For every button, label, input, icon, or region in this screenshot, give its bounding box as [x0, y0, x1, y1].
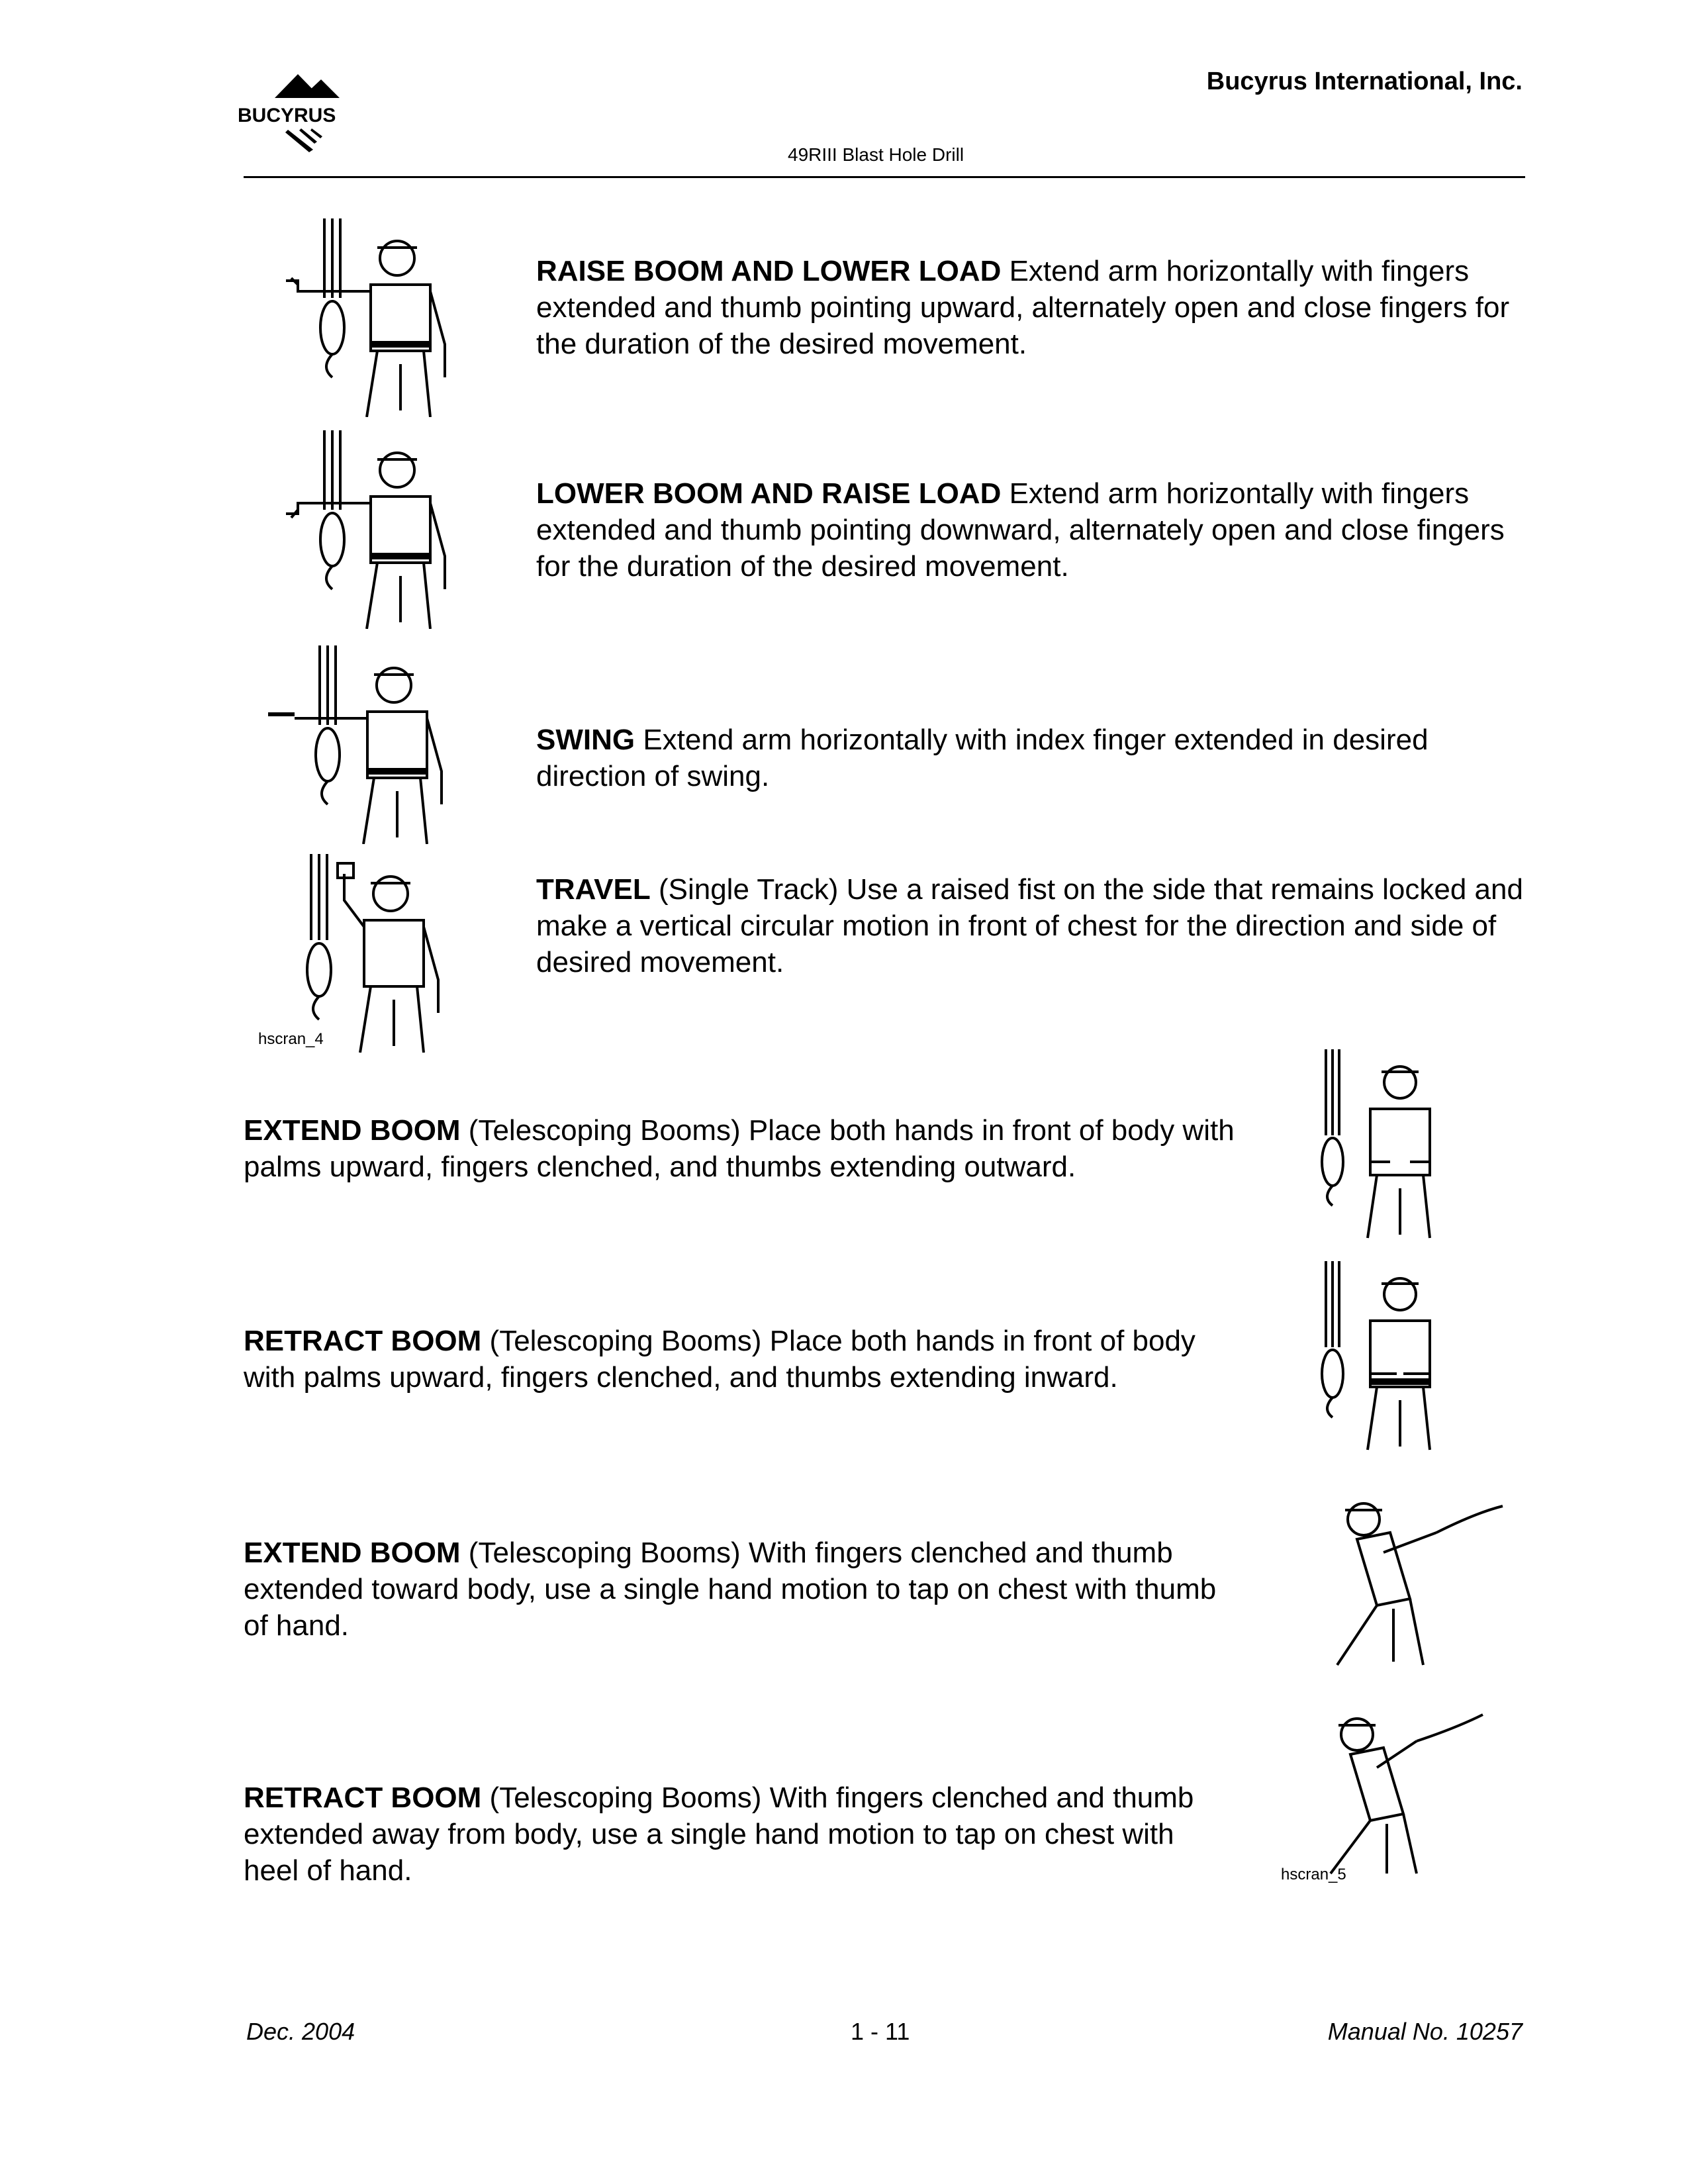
signal-description: (Single Track) Use a raised fist on the side that remains locked and make a vertical circular motion in front of chest for the direction and side of desired movement. — [536, 873, 1523, 978]
document-subtitle: 49RIII Blast Hole Drill — [788, 144, 964, 165]
header-rule — [244, 176, 1525, 178]
retract-boom-hands-illustration — [1307, 1261, 1453, 1453]
signal-description: (Telescoping Booms) With fingers clenched and thumb extended away from body, use a single hand motion to tap on chest with heel of hand. — [244, 1781, 1194, 1887]
retract-boom-thumb-illustration — [1324, 1708, 1503, 1880]
signal-description: Extend arm horizontally with index finger extended in desired direction of swing. — [536, 724, 1429, 792]
swing-illustration — [261, 645, 473, 844]
signal-description: Extend arm horizontally with fingers extended and thumb pointing upward, alternately open and close fingers for the duration of the desired movement. — [536, 255, 1510, 360]
signal-title: TRAVEL — [536, 873, 651, 906]
signal-title: LOWER BOOM AND RAISE LOAD — [536, 477, 1002, 510]
logo-text: BUCYRUS — [238, 105, 336, 126]
signal-title: EXTEND BOOM — [244, 1114, 461, 1147]
extend-boom-hands-illustration — [1307, 1049, 1453, 1241]
travel-illustration — [278, 854, 490, 1053]
company-name: Bucyrus International, Inc. — [1206, 68, 1523, 95]
manual-number: Manual No. 10257 — [1327, 2018, 1523, 2045]
figure-caption-bottom: hscran_5 — [1281, 1866, 1346, 1883]
signal-retract-boom-hands — [244, 1323, 1237, 1396]
lower-boom-raise-load-illustration — [271, 430, 483, 629]
signal-description: (Telescoping Booms) Place both hands in front of body with palms upward, fingers clenched, and thumbs extending outward. — [244, 1114, 1235, 1183]
signal-swing — [536, 722, 1526, 794]
signal-title: SWING — [536, 724, 635, 756]
signal-title: RETRACT BOOM — [244, 1325, 482, 1357]
signal-extend-boom-hands — [244, 1112, 1237, 1185]
footer-date: Dec. 2004 — [246, 2018, 355, 2045]
extend-boom-thumb-illustration — [1331, 1493, 1509, 1672]
signal-travel — [536, 871, 1526, 980]
signal-raise-boom-lower-load — [536, 253, 1526, 362]
signal-title: RETRACT BOOM — [244, 1781, 482, 1814]
signal-description: (Telescoping Booms) Place both hands in front of body with palms upward, fingers clenched, and thumbs extending inward. — [244, 1325, 1196, 1394]
signal-retract-boom-thumb — [244, 1780, 1237, 1889]
signal-description: (Telescoping Booms) With fingers clenched and thumb extended toward body, use a single hand motion to tap on chest with thumb of hand. — [244, 1537, 1217, 1642]
page-number: 1 - 11 — [851, 2018, 910, 2045]
signal-extend-boom-thumb — [244, 1535, 1237, 1644]
signal-lower-boom-raise-load — [536, 475, 1526, 585]
signal-title: RAISE BOOM AND LOWER LOAD — [536, 255, 1002, 287]
bucyrus-logo — [235, 65, 374, 158]
signal-description: Extend arm horizontally with fingers extended and thumb pointing downward, alternately open and close fingers for the duration of the desired movement. — [536, 477, 1505, 583]
signal-title: EXTEND BOOM — [244, 1537, 461, 1569]
raise-boom-lower-load-illustration — [271, 218, 483, 417]
figure-caption-top: hscran_4 — [258, 1030, 324, 1048]
